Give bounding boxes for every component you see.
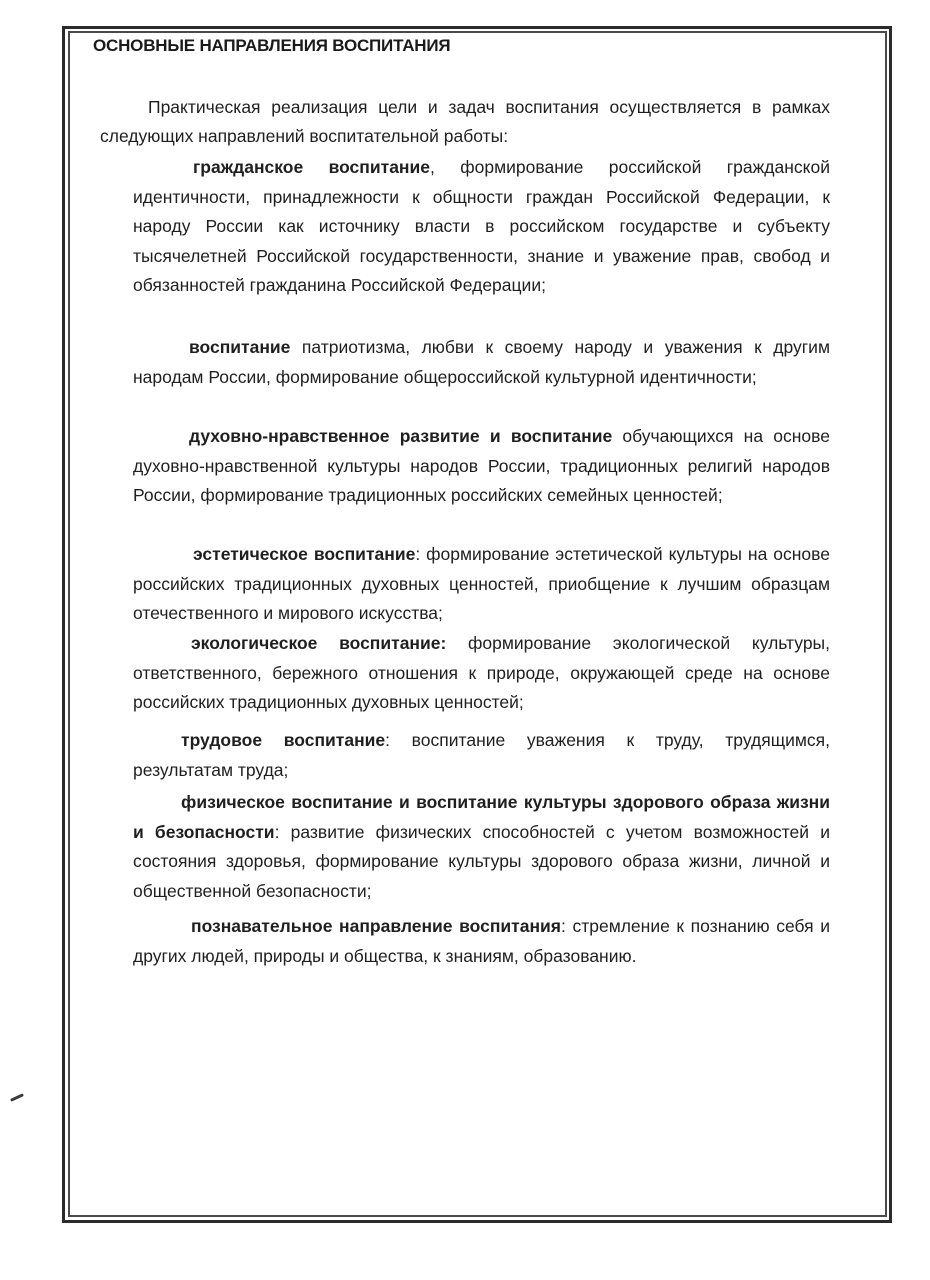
- direction-title: экологическое воспитание:: [191, 633, 447, 653]
- direction-text: обучающихся на основе духовно-нравственной культуры народов России, традиционных религий народов России, формирование традиционных российских семейных ценностей;: [133, 426, 830, 506]
- direction-text: : воспитание уважения к труду, трудящимся, результатам труда;: [133, 730, 830, 780]
- direction-title: трудовое воспитание: [181, 730, 386, 750]
- scan-ink-mark: [10, 1093, 24, 1102]
- direction-item-spiritual-moral: [133, 422, 830, 511]
- direction-title: воспитание: [189, 337, 291, 357]
- intro-paragraph: Практическая реализация цели и задач воспитания осуществляется в рамках следующих направлений воспитательной работы:: [100, 97, 830, 146]
- direction-text: : развитие физических способностей с учетом возможностей и состояния здоровья, формирование культуры здорового образа жизни, личной и общественной безопасности;: [133, 821, 830, 901]
- direction-text: : формирование эстетической культуры на основе российских традиционных духовных ценностей, приобщение к лучшим образцам отечественного и мирового искусства;: [133, 544, 830, 624]
- direction-item-cognitive: [133, 912, 830, 971]
- direction-item-patriotic: [133, 333, 830, 392]
- direction-title: физическое воспитание и воспитание культуры здорового образа жизни и безопасности: [133, 792, 830, 842]
- section-heading: ОСНОВНЫЕ НАПРАВЛЕНИЯ ВОСПИТАНИЯ: [93, 36, 451, 55]
- direction-item-physical: [133, 788, 830, 906]
- direction-item-ecological: [133, 629, 830, 718]
- direction-item-aesthetic: [133, 540, 830, 629]
- direction-title: гражданское воспитание: [193, 157, 430, 177]
- direction-title: эстетическое воспитание: [193, 544, 416, 564]
- direction-title: познавательное направление воспитания: [191, 916, 562, 936]
- direction-item-labor: [133, 726, 830, 785]
- direction-text: , формирование российской гражданской идентичности, принадлежности к общности граждан Российской Федерации, к народу России как источнику власти в российском государстве и субъекту тысячелетней Российской государственности, знание и уважение прав, свобод и обязанностей гражданина Российской Федерации;: [133, 157, 830, 296]
- direction-item-civic: [133, 153, 830, 301]
- direction-text: : стремление к познанию себя и других людей, природы и общества, к знаниям, образованию.: [133, 916, 830, 966]
- direction-text: патриотизма, любви к своему народу и уважения к другим народам России, формирование общероссийской культурной идентичности;: [133, 337, 830, 387]
- direction-text: формирование экологической культуры, ответственного, бережного отношения к природе, окружающей среде на основе российских традиционных духовных ценностей;: [133, 633, 830, 713]
- direction-title: духовно-нравственное развитие и воспитание: [189, 426, 613, 446]
